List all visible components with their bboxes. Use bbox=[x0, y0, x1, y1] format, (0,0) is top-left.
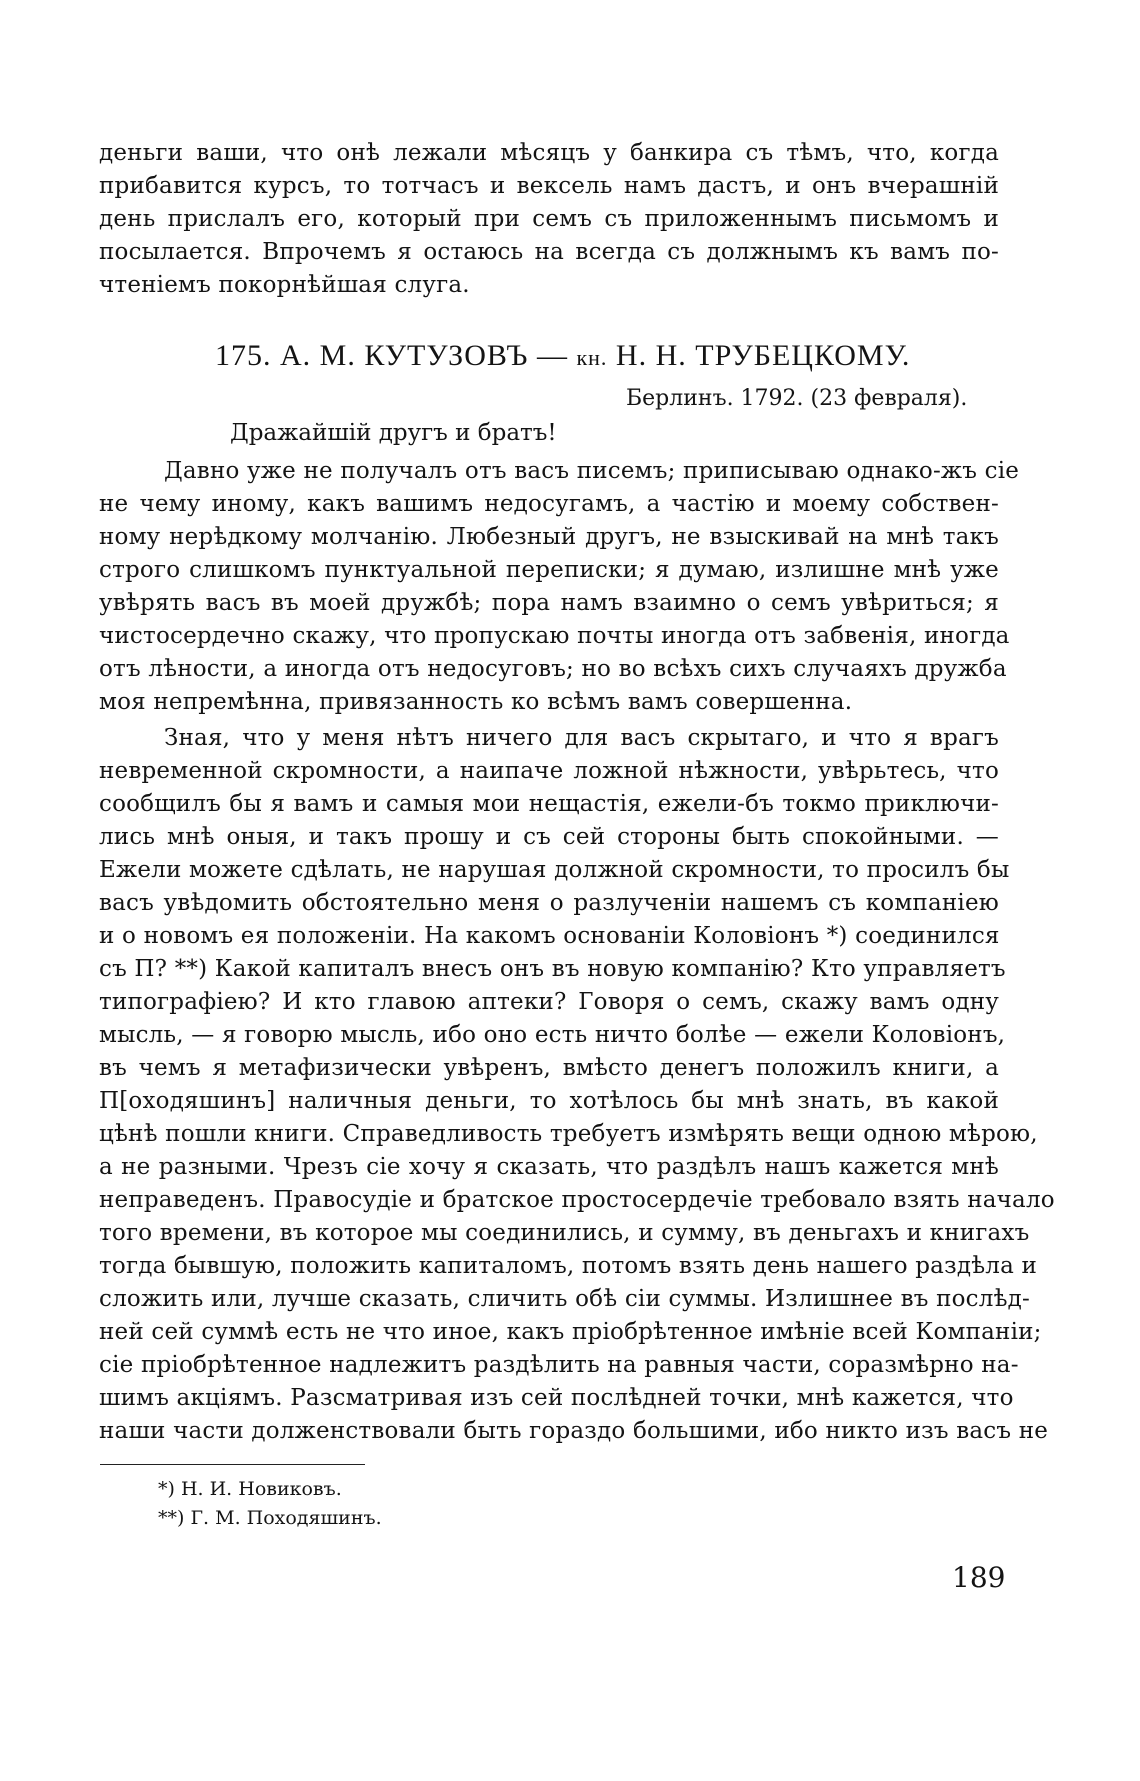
text-line: а не разными. Чрезъ сіе хочу я сказать, что раздѣлъ нашъ кажется мнѣ bbox=[99, 1154, 999, 1180]
text-line: тогда бывшую, положить капиталомъ, потомъ взять день нашего раздѣла и bbox=[99, 1253, 1038, 1279]
text-line: типографіею? И кто главою аптеки? Говоря о семъ, скажу вамъ одну bbox=[99, 989, 999, 1015]
text-line: наши части долженствовали быть гораздо большими, ибо никто изъ васъ не bbox=[99, 1418, 1049, 1444]
heading-title-abbrev: кн. bbox=[576, 345, 608, 370]
text-line: увѣрять васъ въ моей дружбѣ; пора намъ взаимно о семъ увѣриться; я bbox=[99, 590, 999, 616]
footnote: *) Н. И. Новиковъ. bbox=[158, 1478, 342, 1500]
text-line: въ чемъ я метафизически увѣренъ, вмѣсто денегъ положилъ книги, а bbox=[99, 1055, 999, 1081]
text-line: Зная, что у меня нѣтъ ничего для васъ скрытаго, и что я врагъ bbox=[164, 725, 999, 751]
text-line: ному нерѣдкому молчанію. Любезный другъ, не взыскивай на мнѣ такъ bbox=[99, 524, 999, 550]
footnote-divider bbox=[100, 1464, 365, 1465]
footnote: **) Г. М. Походяшинъ. bbox=[158, 1507, 382, 1529]
text-line: прибавится курсъ, то тотчасъ и вексель намъ дастъ, и онъ вчерашній bbox=[99, 173, 999, 199]
salutation: Дражайшій другъ и братъ! bbox=[230, 420, 557, 446]
text-line: и о новомъ ея положеніи. На какомъ основаніи Коловіонъ *) соединился bbox=[99, 923, 1000, 949]
place-date: Берлинъ. 1792. (23 февраля). bbox=[626, 386, 968, 411]
text-line: сложить или, лучше сказать, сличить обѣ сіи суммы. Излишнее въ послѣд- bbox=[99, 1286, 1030, 1312]
text-line: день прислалъ его, который при семъ съ приложеннымъ письмомъ и bbox=[99, 206, 999, 232]
text-line: съ П? **) Какой капиталъ внесъ онъ въ новую компанію? Кто управляетъ bbox=[99, 956, 1006, 982]
text-line: деньги ваши, что онѣ лежали мѣсяцъ у банкира съ тѣмъ, что, когда bbox=[99, 140, 999, 166]
text-line: неправеденъ. Правосудіе и братское простосердечіе требовало взять начало bbox=[99, 1187, 1055, 1213]
text-line: васъ увѣдомить обстоятельно меня о разлученіи нашемъ съ компаніею bbox=[99, 890, 999, 916]
heading-recipient: Н. Н. ТРУБЕЦКОМУ. bbox=[607, 339, 911, 372]
text-line: цѣнѣ пошли книги. Справедливость требуетъ измѣрять вещи одною мѣрою, bbox=[99, 1121, 1038, 1147]
text-line: чистосердечно скажу, что пропускаю почты иногда отъ забвенія, иногда bbox=[99, 623, 1010, 649]
text-line: чтеніемъ покорнѣйшая слуга. bbox=[99, 272, 470, 298]
heading-main: 175. А. М. КУТУЗОВЪ — bbox=[215, 339, 577, 372]
text-line: посылается. Впрочемъ я остаюсь на всегда съ должнымъ къ вамъ по- bbox=[99, 239, 999, 265]
text-line: мысль, — я говорю мысль, ибо оно есть ничто болѣе — ежели Коловіонъ, bbox=[99, 1022, 1006, 1048]
text-line: Давно уже не получалъ отъ васъ писемъ; приписываю однако-жъ сіе bbox=[164, 458, 1020, 484]
text-line: моя непремѣнна, привязанность ко всѣмъ вамъ совершенна. bbox=[99, 689, 853, 715]
text-line: сіе пріобрѣтенное надлежитъ раздѣлить на равныя части, соразмѣрно на- bbox=[99, 1352, 1019, 1378]
letter-heading bbox=[215, 336, 915, 378]
text-line: Ежели можете сдѣлать, не нарушая должной скромности, то просилъ бы bbox=[99, 857, 1010, 883]
text-line: сообщилъ бы я вамъ и самыя мои нещастія, ежели-бъ токмо приключи- bbox=[99, 791, 999, 817]
text-line: шимъ акціямъ. Разсматривая изъ сей послѣдней точки, мнѣ кажется, что bbox=[99, 1385, 1014, 1411]
text-line: невременной скромности, а наипаче ложной нѣжности, увѣрьтесь, что bbox=[99, 758, 999, 784]
page-number: 189 bbox=[952, 1561, 1006, 1594]
text-line: лись мнѣ оныя, и такъ прошу и съ сей стороны быть спокойными. — bbox=[99, 824, 999, 850]
text-line: не чему иному, какъ вашимъ недосугамъ, а частію и моему собствен- bbox=[99, 491, 999, 517]
text-line: того времени, въ которое мы соединились, и сумму, въ деньгахъ и книгахъ bbox=[99, 1220, 1030, 1246]
text-line: П[оходяшинъ] наличныя деньги, то хотѣлось бы мнѣ знать, въ какой bbox=[99, 1088, 999, 1114]
text-line: отъ лѣности, а иногда отъ недосуговъ; но во всѣхъ сихъ случаяхъ дружба bbox=[99, 656, 1007, 682]
text-line: ней сей суммѣ есть не что иное, какъ пріобрѣтенное имѣніе всей Компаніи; bbox=[99, 1319, 1042, 1345]
text-line: строго слишкомъ пунктуальной переписки; я думаю, излишне мнѣ уже bbox=[99, 557, 999, 583]
